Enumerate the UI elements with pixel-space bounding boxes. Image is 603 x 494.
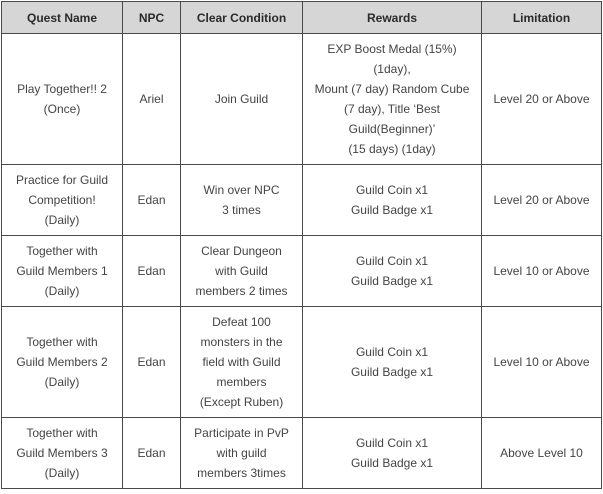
clear-condition-line: members bbox=[216, 375, 267, 389]
header-npc: NPC bbox=[123, 2, 181, 34]
quest-name-line: (Once) bbox=[43, 102, 81, 116]
clear-condition-line: Participate in PvP bbox=[194, 426, 289, 440]
quest-name-line: Together with bbox=[26, 244, 98, 258]
clear-condition-line: monsters in the bbox=[200, 335, 283, 349]
limitation-cell: Above Level 10 bbox=[482, 418, 602, 489]
rewards-cell bbox=[303, 165, 482, 236]
quest-name-cell bbox=[2, 165, 123, 236]
limitation-cell: Level 20 or Above bbox=[482, 34, 602, 165]
rewards-cell bbox=[303, 307, 482, 418]
rewards-cell bbox=[303, 236, 482, 307]
npc-cell: Edan bbox=[123, 236, 181, 307]
header-clear-condition: Clear Condition bbox=[181, 2, 303, 34]
quest-name-line: Practice for Guild bbox=[15, 173, 109, 187]
table-row bbox=[2, 418, 602, 489]
rewards-line: Guild Badge x1 bbox=[350, 274, 434, 288]
rewards-line: Guild(Beginner)’ bbox=[348, 122, 436, 136]
table-body bbox=[2, 34, 602, 489]
rewards-cell bbox=[303, 34, 482, 165]
clear-condition-cell bbox=[181, 236, 303, 307]
table-row bbox=[2, 165, 602, 236]
clear-condition-cell bbox=[181, 34, 303, 165]
quest-name-line: Play Together!! 2 bbox=[17, 82, 107, 96]
rewards-line: Guild Coin x1 bbox=[355, 254, 429, 268]
table-row bbox=[2, 236, 602, 307]
limitation-cell: Level 10 or Above bbox=[482, 307, 602, 418]
quest-name-line: Competition! bbox=[28, 193, 96, 207]
quest-name-cell bbox=[2, 236, 123, 307]
rewards-line: Guild Coin x1 bbox=[355, 183, 429, 197]
clear-condition-line: members 3times bbox=[197, 466, 286, 480]
quest-name-cell bbox=[2, 34, 123, 165]
header-quest-name: Quest Name bbox=[2, 2, 123, 34]
rewards-line: EXP Boost Medal (15%) bbox=[327, 42, 457, 56]
quest-name-line: Guild Members 2 bbox=[16, 355, 108, 369]
quest-name-line: (Daily) bbox=[44, 375, 80, 389]
quest-name-line: Together with bbox=[26, 426, 98, 440]
npc-cell: Edan bbox=[123, 418, 181, 489]
rewards-line: (15 days) (1day) bbox=[348, 142, 436, 156]
clear-condition-line: Clear Dungeon bbox=[201, 244, 282, 258]
quest-name-cell bbox=[2, 307, 123, 418]
clear-condition-cell bbox=[181, 165, 303, 236]
header-row bbox=[2, 2, 602, 34]
quest-name-line: (Daily) bbox=[44, 284, 80, 298]
rewards-line: Guild Badge x1 bbox=[350, 456, 434, 470]
clear-condition-line: Defeat 100 bbox=[212, 315, 271, 329]
quest-name-line: Guild Members 1 bbox=[16, 264, 108, 278]
header-limitation: Limitation bbox=[482, 2, 602, 34]
clear-condition-line: members 2 times bbox=[195, 284, 288, 298]
clear-condition-line: with Guild bbox=[215, 264, 268, 278]
clear-condition-cell bbox=[181, 307, 303, 418]
rewards-line: Guild Badge x1 bbox=[350, 365, 434, 379]
quest-name-line: (Daily) bbox=[44, 213, 80, 227]
clear-condition-line: (Except Ruben) bbox=[199, 395, 284, 409]
header-rewards: Rewards bbox=[303, 2, 482, 34]
rewards-line: Guild Coin x1 bbox=[355, 345, 429, 359]
clear-condition-line: 3 times bbox=[222, 203, 261, 217]
rewards-line: (7 day), Title ‘Best bbox=[343, 102, 441, 116]
quest-table bbox=[1, 1, 602, 489]
npc-cell: Ariel bbox=[123, 34, 181, 165]
table-row bbox=[2, 307, 602, 418]
quest-name-line: (Daily) bbox=[44, 466, 80, 480]
clear-condition-line: field with Guild bbox=[202, 355, 281, 369]
rewards-line: Guild Coin x1 bbox=[355, 436, 429, 450]
quest-name-cell bbox=[2, 418, 123, 489]
table-header bbox=[2, 2, 602, 34]
clear-condition-cell bbox=[181, 418, 303, 489]
quest-name-line: Guild Members 3 bbox=[16, 446, 108, 460]
rewards-line: Mount (7 day) Random Cube bbox=[314, 82, 470, 96]
npc-cell: Edan bbox=[123, 165, 181, 236]
rewards-line: Guild Badge x1 bbox=[350, 203, 434, 217]
clear-condition-line: Win over NPC bbox=[203, 183, 280, 197]
limitation-cell: Level 10 or Above bbox=[482, 236, 602, 307]
clear-condition-line: Join Guild bbox=[214, 92, 269, 106]
rewards-cell bbox=[303, 418, 482, 489]
limitation-cell: Level 20 or Above bbox=[482, 165, 602, 236]
npc-cell: Edan bbox=[123, 307, 181, 418]
table-row bbox=[2, 34, 602, 165]
clear-condition-line: with guild bbox=[216, 446, 267, 460]
quest-name-line: Together with bbox=[26, 335, 98, 349]
rewards-line: (1day), bbox=[373, 62, 411, 76]
